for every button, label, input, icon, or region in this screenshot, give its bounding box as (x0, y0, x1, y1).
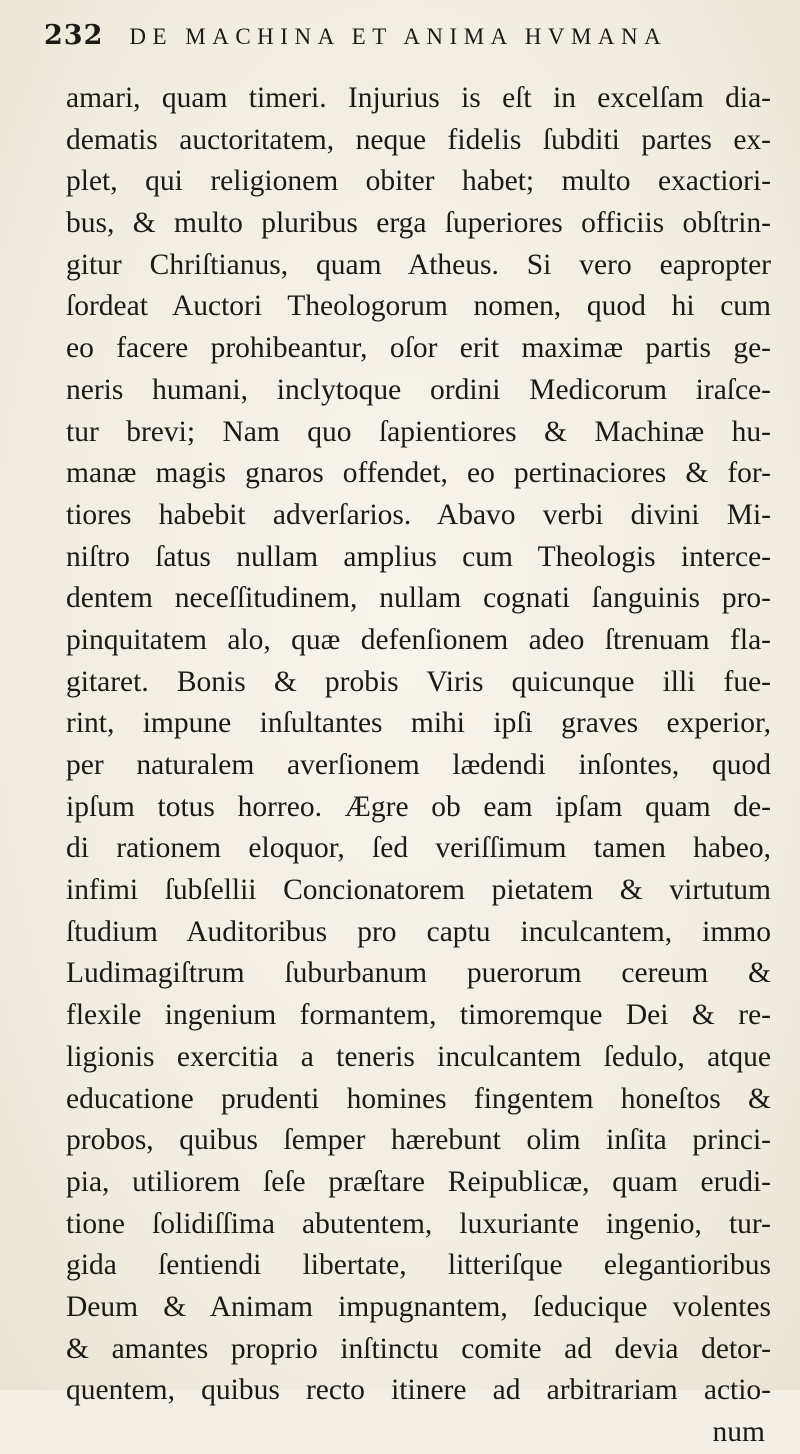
text-line: Ludimagiſtrum ſuburbanum puerorum cereum & (66, 957, 771, 990)
text-line: flexile ingenium formantem, timoremque Dei & re- (66, 999, 771, 1032)
text-line: di rationem eloquor, ſed veriſſimum tamen habeo, (66, 832, 771, 865)
running-title: DE MACHINA ET ANIMA HVMANA (129, 24, 668, 49)
text-line: dematis auctoritatem, neque fidelis ſubditi partes ex- (66, 123, 771, 156)
text-line: pinquitatem alo, quæ defenſionem adeo ſtrenuam fla- (66, 623, 771, 656)
page-number: 232 (44, 20, 104, 51)
text-line: niſtro ſatus nullam amplius cum Theologis interce- (66, 540, 771, 573)
text-line: probos, quibus ſemper hærebunt olim inſita princi- (66, 1124, 771, 1157)
text-line: gitaret. Bonis & probis Viris quicunque illi fue- (66, 665, 771, 698)
text-line: gitur Chriſtianus, quam Atheus. Si vero eapropter (66, 248, 771, 281)
text-line: plet, qui religionem obiter habet; multo exactiori- (66, 165, 771, 198)
catchword: num (712, 1416, 765, 1448)
text-line: tione ſolidiſſima abutentem, luxuriante ingenio, tur- (66, 1207, 771, 1240)
text-line: ſtudium Auditoribus pro captu inculcantem, immo (66, 915, 771, 948)
text-line: Deum & Animam impugnantem, ſeducique volentes (66, 1290, 771, 1323)
text-line: ſordeat Auctori Theologorum nomen, quod hi cum (66, 290, 771, 323)
text-line: ipſum totus horreo. Ægre ob eam ipſam quam de- (66, 790, 771, 823)
text-line: amari, quam timeri. Injurius is eſt in excelſam dia- (66, 82, 771, 114)
text-line: dentem neceſſitudinem, nullam cognati ſanguinis pro- (66, 582, 771, 615)
text-line: pia, utiliorem ſeſe præſtare Reipublicæ, quam erudi- (66, 1165, 771, 1198)
text-line: rint, impune inſultantes mihi ipſi graves experior, (66, 707, 771, 740)
running-head (44, 20, 764, 60)
text-line: per naturalem averſionem lædendi inſontes, quod (66, 749, 771, 781)
text-line: gida ſentiendi libertate, litteriſque elegantioribus (66, 1249, 771, 1282)
text-line: educatione prudenti homines fingentem honeſtos & (66, 1082, 771, 1115)
text-line: bus, & multo pluribus erga ſuperiores officiis obſtrin- (66, 207, 771, 240)
text-body (66, 78, 771, 1454)
text-line: tur brevi; Nam quo ſapientiores & Machinæ hu- (66, 415, 771, 448)
text-line: quentem, quibus recto itinere ad arbitrariam actio- (66, 1374, 771, 1407)
text-line: neris humani, inclytoque ordini Medicorum iraſce- (66, 373, 771, 406)
text-line: & amantes proprio inſtinctu comite ad devia detor- (66, 1332, 771, 1365)
text-line: tiores habebit adverſarios. Abavo verbi divini Mi- (66, 498, 771, 531)
text-line: eo facere prohibeantur, oſor erit maximæ partis ge- (66, 332, 771, 365)
text-line: ligionis exercitia a teneris inculcantem ſedulo, atque (66, 1040, 771, 1073)
text-line: manæ magis gnaros offendet, eo pertinaciores & for- (66, 457, 771, 490)
text-line: infimi ſubſellii Concionatorem pietatem & virtutum (66, 874, 771, 907)
